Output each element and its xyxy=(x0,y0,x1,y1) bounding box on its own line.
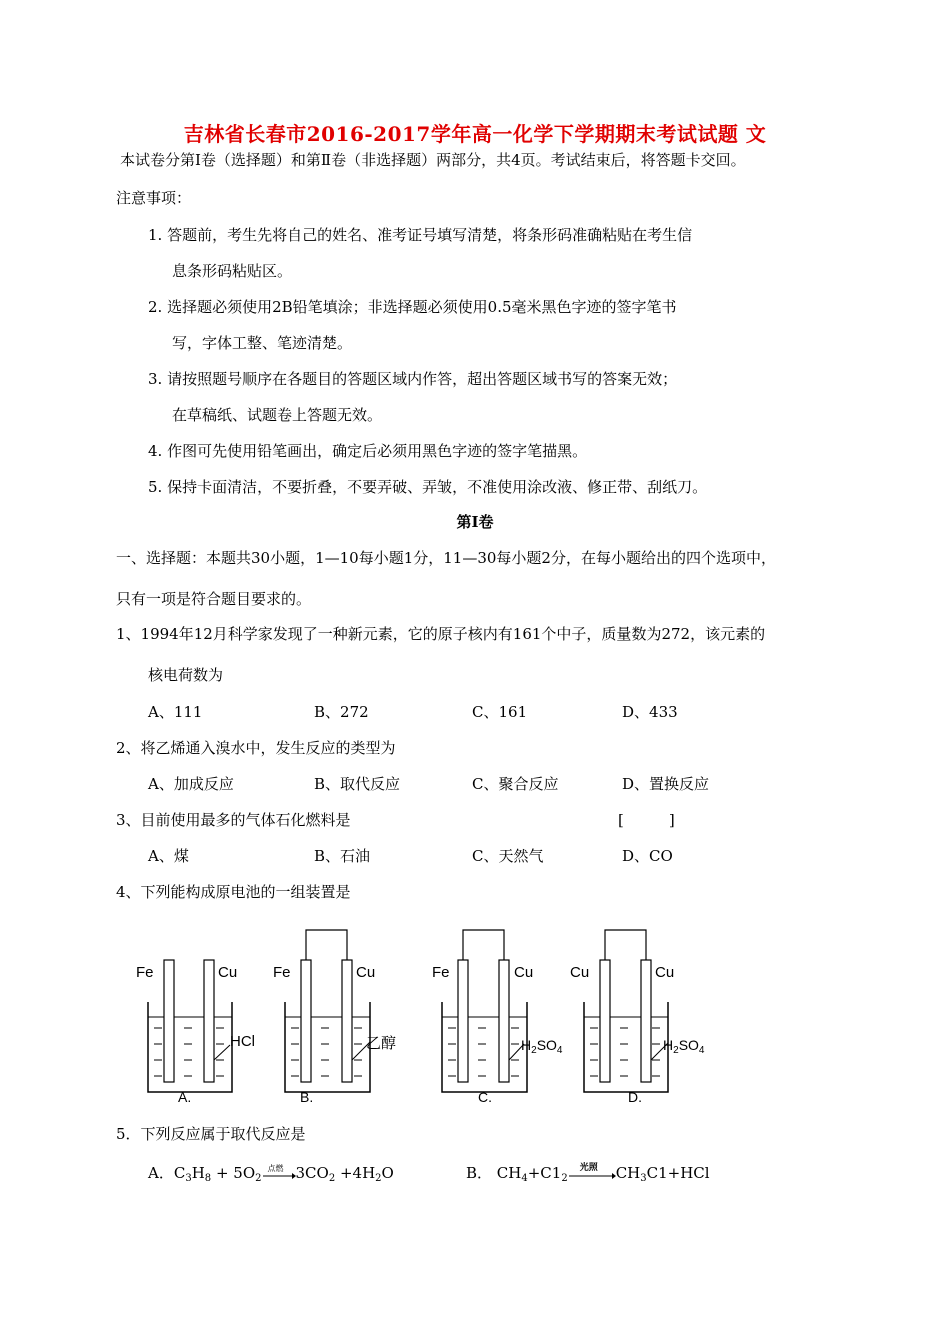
connecting-wire xyxy=(463,930,504,960)
electrode-right-label: Cu xyxy=(356,964,376,981)
q1-option-a: A、111 xyxy=(148,703,203,721)
notice-4: 4. 作图可先使用铅笔画出，确定后必须用黑色字迹的签字笔描黑。 xyxy=(148,442,588,460)
section-desc-line2: 只有一项是符合题目要求的。 xyxy=(116,590,312,608)
solution-label: 乙醇 xyxy=(366,1035,397,1052)
notice-2-line2: 写，字体工整、笔迹清楚。 xyxy=(172,334,353,352)
electrode-right xyxy=(342,960,352,1082)
solution-label: $H_2SO_4$ xyxy=(521,1037,563,1056)
notice-5: 5. 保持卡面清洁，不要折叠，不要弄破、弄皱，不准使用涂改液、修正带、刮纸刀。 xyxy=(148,478,708,496)
intro-text: 本试卷分第Ⅰ卷（选择题）和第Ⅱ卷（非选择题）两部分，共4页。考试结束后，将答题卡交回。 xyxy=(120,151,746,169)
q3-option-d: D、CO xyxy=(622,847,673,865)
q2-option-d: D、置换反应 xyxy=(622,775,710,793)
q2-option-a: A、加成反应 xyxy=(148,775,234,793)
q2-option-b: B、取代反应 xyxy=(314,775,401,793)
section-desc-line1: 一、选择题：本题共30小题，1—10每小题1分，11—30每小题2分，在每小题给出的四个选项中， xyxy=(116,549,776,567)
cell-label: A. xyxy=(178,1089,192,1105)
electrode-left-label: Fe xyxy=(273,964,291,981)
electrode-right xyxy=(641,960,651,1082)
q3-answer-bracket: [ ] xyxy=(618,811,675,829)
q3-option-c: C、天然气 xyxy=(472,847,544,865)
section-title: 第Ⅰ卷 xyxy=(456,513,494,531)
reaction-condition: 光照 xyxy=(579,1163,598,1173)
cell-d xyxy=(570,930,705,1105)
electrode-right xyxy=(499,960,509,1082)
notice-1-line2: 息条形码粘贴区。 xyxy=(172,262,293,280)
cell-label: B. xyxy=(300,1089,314,1105)
cell-label: C. xyxy=(478,1089,492,1105)
q1-option-d: D、433 xyxy=(622,703,678,721)
notice-heading: 注意事项： xyxy=(116,189,192,207)
notice-3-line2: 在草稿纸、试题卷上答题无效。 xyxy=(172,406,383,424)
q1-option-b: B、272 xyxy=(314,703,369,721)
solution-label: $H_2SO_4$ xyxy=(663,1037,705,1056)
electrode-left xyxy=(164,960,174,1082)
connecting-wire xyxy=(605,930,646,960)
cell-c xyxy=(432,930,563,1105)
page-title: 吉林省长春市2016-2017学年高一化学下学期期末考试试题 文 xyxy=(183,122,767,146)
q5-option-a-label: A． xyxy=(148,1164,174,1182)
notice-3-line1: 3. 请按照题号顺序在各题目的答题区域内作答，超出答题区域书写的答案无效； xyxy=(148,370,678,388)
notice-1-line1: 1. 答题前，考生先将自己的姓名、准考证号填写清楚，将条形码准确粘贴在考生信 xyxy=(148,226,693,244)
electrode-right xyxy=(204,960,214,1082)
reaction-condition: 点燃 xyxy=(267,1164,284,1173)
q1-stem-line2: 核电荷数为 xyxy=(148,666,224,684)
reaction-arrow xyxy=(568,1163,616,1181)
q4-stem: 4、下列能构成原电池的一组装置是 xyxy=(116,883,351,901)
q2-stem: 2、将乙烯通入溴水中，发生反应的类型为 xyxy=(116,739,396,757)
electrode-left-label: Fe xyxy=(432,964,450,981)
q3-option-b: B、石油 xyxy=(314,847,371,865)
cell-label: D. xyxy=(628,1089,642,1105)
q2-option-c: C、聚合反应 xyxy=(472,775,559,793)
notice-2-line1: 2. 选择题必须使用2B铅笔填涂；非选择题必须使用0.5毫米黑色字迹的签字笔书 xyxy=(148,298,677,316)
q3-stem: 3、目前使用最多的气体石化燃料是 xyxy=(116,811,351,829)
solution-label: HCl xyxy=(230,1033,255,1050)
electrode-right-label: Cu xyxy=(655,964,675,981)
galvanic-cells-diagram xyxy=(120,920,740,1115)
q1-stem-line1: 1、1994年12月科学家发现了一种新元素，它的原子核内有161个中子，质量数为272，该元素的 xyxy=(116,625,766,643)
electrode-left xyxy=(458,960,468,1082)
reaction-arrow xyxy=(262,1164,296,1181)
electrode-right-label: Cu xyxy=(218,964,238,981)
q5-stem: 5．下列反应属于取代反应是 xyxy=(116,1125,306,1143)
connecting-wire xyxy=(306,930,347,960)
q1-option-c: C、161 xyxy=(472,703,528,721)
q5-option-b-label: B． xyxy=(466,1164,493,1182)
q5-option-a: A．$C_3H_8 + 5O_2$ 点燃 $3CO_2 +4H_2O$ xyxy=(148,1163,394,1183)
electrode-left xyxy=(301,960,311,1082)
q3-option-a: A、煤 xyxy=(148,847,189,865)
q5-option-b: B． $CH_4+C1_2$ 光照 $CH_3C1+HCl$ xyxy=(466,1163,710,1183)
electrode-left-label: Cu xyxy=(570,964,590,981)
electrode-left-label: Fe xyxy=(136,964,154,981)
electrode-left xyxy=(600,960,610,1082)
electrode-right-label: Cu xyxy=(514,964,534,981)
cell-b xyxy=(273,930,396,1105)
cell-a xyxy=(136,960,255,1105)
